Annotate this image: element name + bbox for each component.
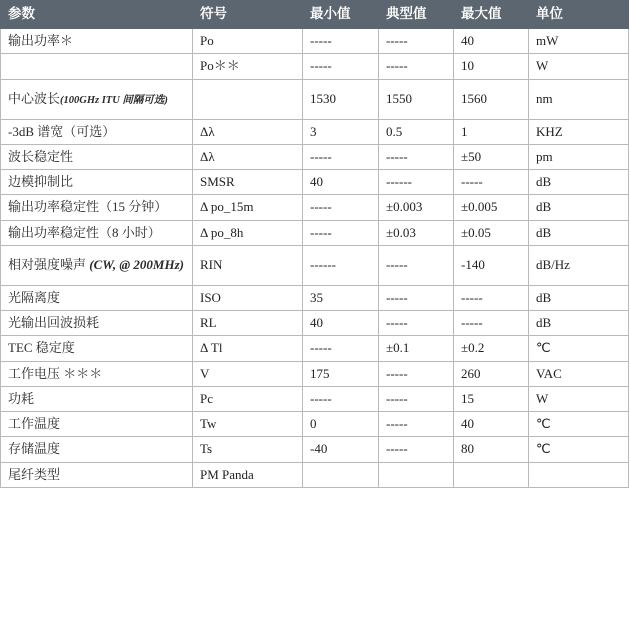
cell-parameter: TEC 稳定度 <box>1 336 193 361</box>
cell-max: ±50 <box>454 144 529 169</box>
table-row <box>1 119 629 144</box>
cell-parameter: 输出功率稳定性（15 分钟） <box>1 195 193 220</box>
cell-typ: ----- <box>379 412 454 437</box>
cell-unit: KHZ <box>529 119 629 144</box>
cell-symbol <box>193 79 303 119</box>
table-body <box>1 29 629 488</box>
cell-max: ----- <box>454 311 529 336</box>
table-row <box>1 29 629 54</box>
cell-symbol: RIN <box>193 245 303 285</box>
cell-typ: ----- <box>379 437 454 462</box>
table-row <box>1 220 629 245</box>
cell-unit: dB <box>529 170 629 195</box>
cell-min: 40 <box>303 311 379 336</box>
cell-max: ±0.2 <box>454 336 529 361</box>
cell-max: 40 <box>454 412 529 437</box>
cell-parameter: 工作电压 ＊＊＊ <box>1 361 193 386</box>
cell-typ: ----- <box>379 311 454 336</box>
cell-max: ±0.005 <box>454 195 529 220</box>
cell-parameter <box>1 245 193 285</box>
cell-symbol: Po＊＊ <box>193 54 303 79</box>
cell-unit: dB <box>529 195 629 220</box>
cell-min: 175 <box>303 361 379 386</box>
cell-typ <box>379 462 454 487</box>
cell-min: ----- <box>303 54 379 79</box>
cell-max: ±0.05 <box>454 220 529 245</box>
cell-min: ----- <box>303 144 379 169</box>
cell-min: 3 <box>303 119 379 144</box>
cell-parameter: 光隔离度 <box>1 285 193 310</box>
cell-parameter: 存储温度 <box>1 437 193 462</box>
table-row <box>1 462 629 487</box>
table-row <box>1 437 629 462</box>
cell-min: 35 <box>303 285 379 310</box>
cell-max: 10 <box>454 54 529 79</box>
table-row <box>1 54 629 79</box>
cell-unit: VAC <box>529 361 629 386</box>
table-row <box>1 361 629 386</box>
cell-max: 1 <box>454 119 529 144</box>
cell-symbol: Δ Tl <box>193 336 303 361</box>
cell-max: 260 <box>454 361 529 386</box>
cell-symbol: Δ po_8h <box>193 220 303 245</box>
cell-min: ----- <box>303 336 379 361</box>
cell-typ: 0.5 <box>379 119 454 144</box>
table-row <box>1 195 629 220</box>
column-header-max: 最大值 <box>454 1 529 29</box>
cell-unit: dB <box>529 285 629 310</box>
cell-parameter-text: 中心波长 <box>8 90 61 106</box>
cell-symbol: Pc <box>193 386 303 411</box>
cell-unit: dB <box>529 220 629 245</box>
table-row <box>1 311 629 336</box>
cell-parameter: 输出功率＊ <box>1 29 193 54</box>
table-row <box>1 79 629 119</box>
cell-max: ----- <box>454 285 529 310</box>
table-row <box>1 285 629 310</box>
cell-max: -140 <box>454 245 529 285</box>
cell-unit: ℃ <box>529 437 629 462</box>
cell-symbol: SMSR <box>193 170 303 195</box>
cell-min: ----- <box>303 386 379 411</box>
cell-min: ----- <box>303 220 379 245</box>
cell-unit: dB/Hz <box>529 245 629 285</box>
cell-unit: dB <box>529 311 629 336</box>
cell-unit <box>529 462 629 487</box>
cell-typ: ----- <box>379 285 454 310</box>
cell-symbol: Δλ <box>193 144 303 169</box>
table-row <box>1 336 629 361</box>
cell-parameter: 边模抑制比 <box>1 170 193 195</box>
cell-parameter: -3dB 谱宽（可选） <box>1 119 193 144</box>
table-header-row <box>1 1 629 29</box>
cell-symbol: RL <box>193 311 303 336</box>
cell-max: 80 <box>454 437 529 462</box>
column-header-min: 最小值 <box>303 1 379 29</box>
cell-typ: ----- <box>379 386 454 411</box>
cell-min: ----- <box>303 29 379 54</box>
cell-unit: ℃ <box>529 336 629 361</box>
table-row <box>1 170 629 195</box>
cell-parameter: 工作温度 <box>1 412 193 437</box>
cell-min: 1530 <box>303 79 379 119</box>
table-row <box>1 144 629 169</box>
table-row <box>1 386 629 411</box>
cell-symbol: V <box>193 361 303 386</box>
cell-parameter <box>1 54 193 79</box>
cell-symbol: Δ po_15m <box>193 195 303 220</box>
cell-max <box>454 462 529 487</box>
cell-symbol: PM Panda <box>193 462 303 487</box>
cell-typ: ±0.1 <box>379 336 454 361</box>
cell-parameter: 功耗 <box>1 386 193 411</box>
cell-typ: ----- <box>379 29 454 54</box>
cell-typ: ----- <box>379 144 454 169</box>
cell-typ: ------ <box>379 170 454 195</box>
cell-symbol: Ts <box>193 437 303 462</box>
cell-min: 0 <box>303 412 379 437</box>
cell-unit: W <box>529 386 629 411</box>
cell-min: -40 <box>303 437 379 462</box>
cell-min: ----- <box>303 195 379 220</box>
column-header-unit: 单位 <box>529 1 629 29</box>
cell-parameter-note: (100GHz ITU 间隔可选) <box>60 94 168 106</box>
column-header-parameter: 参数 <box>1 1 193 29</box>
cell-max: 40 <box>454 29 529 54</box>
cell-max: 15 <box>454 386 529 411</box>
cell-symbol: Po <box>193 29 303 54</box>
column-header-typ: 典型值 <box>379 1 454 29</box>
cell-max: ----- <box>454 170 529 195</box>
cell-unit: mW <box>529 29 629 54</box>
table-row <box>1 245 629 285</box>
cell-symbol: ISO <box>193 285 303 310</box>
cell-typ: ----- <box>379 54 454 79</box>
cell-parameter: 波长稳定性 <box>1 144 193 169</box>
cell-typ: 1550 <box>379 79 454 119</box>
cell-unit: pm <box>529 144 629 169</box>
cell-symbol: Δλ <box>193 119 303 144</box>
cell-typ: ----- <box>379 361 454 386</box>
table-row <box>1 412 629 437</box>
cell-parameter-text: 相对强度噪声 <box>8 257 90 273</box>
cell-parameter <box>1 79 193 119</box>
cell-max: 1560 <box>454 79 529 119</box>
cell-parameter-note: (CW, @ 200MHz) <box>89 257 184 273</box>
column-header-symbol: 符号 <box>193 1 303 29</box>
cell-parameter: 光输出回波损耗 <box>1 311 193 336</box>
cell-parameter: 尾纤类型 <box>1 462 193 487</box>
cell-typ: ±0.003 <box>379 195 454 220</box>
cell-unit: nm <box>529 79 629 119</box>
cell-typ: ±0.03 <box>379 220 454 245</box>
cell-unit: ℃ <box>529 412 629 437</box>
cell-parameter: 输出功率稳定性（8 小时） <box>1 220 193 245</box>
cell-unit: W <box>529 54 629 79</box>
cell-symbol: Tw <box>193 412 303 437</box>
cell-typ: ----- <box>379 245 454 285</box>
cell-min: ------ <box>303 245 379 285</box>
cell-min <box>303 462 379 487</box>
cell-min: 40 <box>303 170 379 195</box>
